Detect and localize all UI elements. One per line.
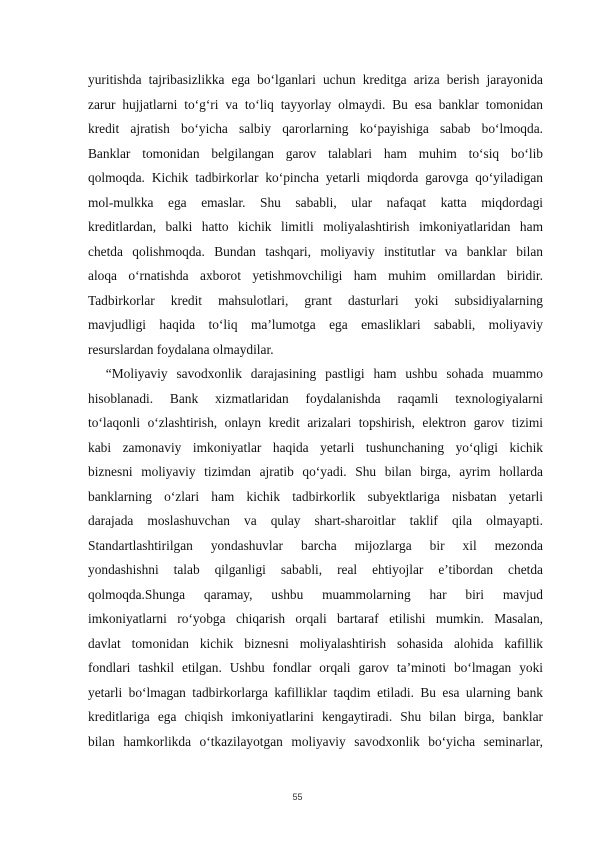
text-line: mol-mulkka ega emaslar. Shu sababli, ular nafaqat katta miqdordagi bbox=[88, 194, 543, 210]
paragraph-2 bbox=[88, 362, 543, 754]
text-line: zarur hujjatlarni to‘g‘ri va to‘liq tayyorlay olmaydi. Bu esa banklar tomonidan bbox=[88, 96, 543, 112]
paragraph-1 bbox=[88, 68, 543, 362]
text-line: yuritishda tajribasizlikka ega bo‘lganlari uchun kreditga ariza berish jarayonida bbox=[88, 72, 543, 87]
text-line: kredit ajratish bo‘yicha salbiy qarorlarning ko‘payishiga sabab bo‘lmoqda. bbox=[88, 121, 543, 136]
text-line: imkoniyatlarni ro‘yobga chiqarish orqali bartaraf etilishi mumkin. Masalan, bbox=[88, 611, 543, 626]
text-line: Banklar tomonidan belgilangan garov talablari ham muhim to‘siq bo‘lib bbox=[88, 145, 543, 161]
document-body bbox=[88, 68, 543, 754]
text-line: resurslardan foydalana olmaydilar. bbox=[88, 341, 274, 357]
text-line: kreditlardan, balki hatto kichik limitli moliyalashtirish imkoniyatlaridan ham bbox=[88, 219, 543, 234]
text-line: Standartlashtirilgan yondashuvlar barcha mijozlarga bir xil mezonda bbox=[88, 537, 543, 553]
text-line: hisoblanadi. Bank xizmatlaridan foydalanishda raqamli texnologiyalarni bbox=[88, 390, 543, 406]
page-number: 55 bbox=[292, 792, 303, 802]
text-line: fondlari tashkil etilgan. Ushbu fondlar orqali garov ta’minoti bo‘lmagan yoki bbox=[88, 660, 543, 675]
text-line: to‘laqonli o‘zlashtirish, onlayn kredit arizalari topshirish, elektron garov tizimi bbox=[88, 415, 543, 430]
text-line: Tadbirkorlar kredit mahsulotlari, grant dasturlari yoki subsidiyalarning bbox=[88, 292, 543, 308]
text-line: mavjudligi haqida to‘liq ma’lumotga ega emasliklari sababli, moliyaviy bbox=[88, 317, 543, 332]
text-line: qolmoqda. Kichik tadbirkorlar ko‘pincha yetarli miqdorda garovga qo‘yiladigan bbox=[88, 170, 543, 185]
text-line: “Moliyaviy savodxonlik darajasining pastligi ham ushbu sohada muammo bbox=[88, 366, 543, 381]
text-line: yetarli bo‘lmagan tadbirkorlarga kafilliklar taqdim etiladi. Bu esa ularning bank bbox=[88, 684, 543, 700]
text-line: kreditlariga ega chiqish imkoniyatlarini kengaytiradi. Shu bilan birga, banklar bbox=[88, 709, 543, 724]
text-line: davlat tomonidan kichik biznesni moliyalashtirish sohasida alohida kafillik bbox=[88, 635, 543, 651]
text-line: kabi zamonaviy imkoniyatlar haqida yetarli tushunchaning yo‘qligi kichik bbox=[88, 439, 543, 455]
text-line: bilan hamkorlikda o‘tkazilayotgan moliyaviy savodxonlik bo‘yicha seminarlar, bbox=[88, 733, 543, 749]
text-line: banklarning o‘zlari ham kichik tadbirkorlik subyektlariga nisbatan yetarli bbox=[88, 488, 543, 504]
text-line: aloqa o‘rnatishda axborot yetishmovchiligi ham muhim omillardan biridir. bbox=[88, 268, 543, 283]
text-line: qolmoqda.Shunga qaramay, ushbu muammolarning har biri mavjud bbox=[88, 586, 543, 602]
text-line: chetda qolishmoqda. Bundan tashqari, moliyaviy institutlar va banklar bilan bbox=[88, 243, 543, 259]
text-line: yondashishni talab qilganligi sababli, real ehtiyojlar e’tibordan chetda bbox=[88, 562, 543, 577]
text-line: biznesni moliyaviy tizimdan ajratib qo‘yadi. Shu bilan birga, ayrim hollarda bbox=[88, 464, 543, 479]
text-line: darajada moslashuvchan va qulay shart-sharoitlar taklif qila olmayapti. bbox=[88, 513, 543, 528]
